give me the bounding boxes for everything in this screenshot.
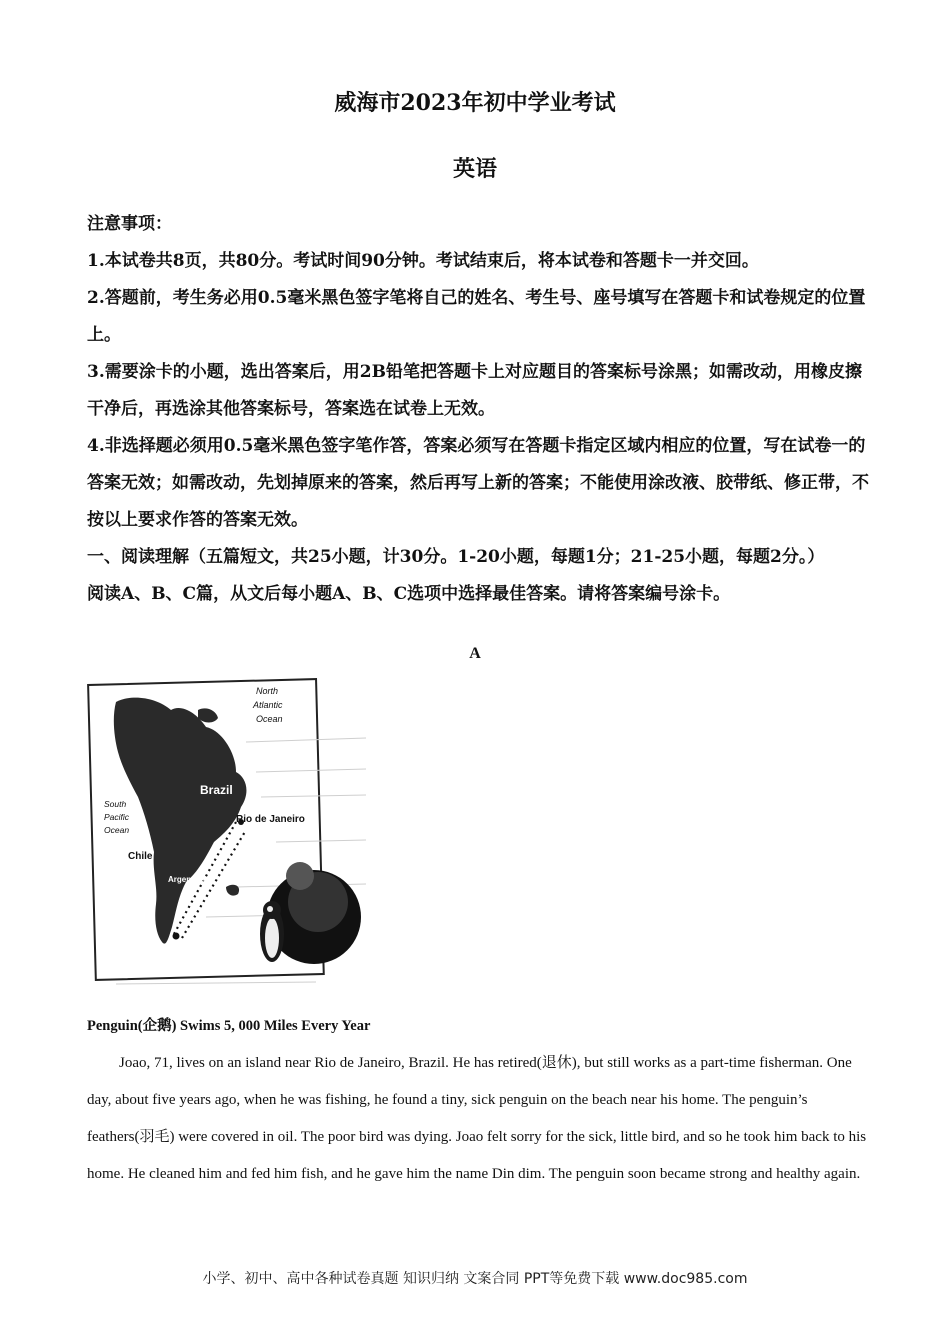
exam-title: 威海市2023年初中学业考试 [334, 90, 616, 116]
map-label-pacific: Pacific [104, 812, 130, 822]
map-label-brazil: Brazil [200, 783, 233, 797]
map-label-rio: Rio de Janeiro [236, 814, 305, 825]
map-label-atlantic: Atlantic [253, 700, 283, 710]
note-item-2: 2.答题前，考生务必用0.5毫米黑色签字笔将自己的姓名、考生号、座号填写在答题卡和试卷规定的位置上。 [87, 288, 866, 345]
map-label-south: South [104, 799, 127, 809]
map-figure [86, 672, 371, 990]
exam-notes [87, 206, 877, 613]
note-item-3: 3.需要涂卡的小题，选出答案后，用2B铅笔把答题卡上对应题目的答案标号涂黑；如需改动，用橡皮擦干净后，再选涂其他答案标号，答案选在试卷上无效。 [87, 362, 862, 419]
route-start-dot [173, 933, 180, 940]
note-item-4: 4.非选择题必须用0.5毫米黑色签字笔作答，答案必须写在答题卡指定区域内相应的位置，写在试卷一的答案无效；如需改动，先划掉原来的答案，然后再写上新的答案；不能使用涂改液、胶带纸、修正带，不按以上要求作答的答案无效。 [87, 436, 869, 530]
page-footer: 小学、初中、高中各种试卷真题 知识归纳 文案合同 PPT等免费下载 www.doc985.com [202, 1271, 748, 1287]
map-label-argentina: Argentina [168, 875, 206, 884]
story-title: Penguin(企鹅) Swims 5, 000 Miles Every Year [87, 1018, 371, 1034]
exam-subject: 英语 [452, 156, 497, 182]
notes-heading: 注意事项： [87, 214, 172, 234]
note-item-1: 1.本试卷共8页，共80分。考试时间90分钟。考试结束后，将本试卷和答题卡一并交回。 [87, 251, 759, 271]
section-heading: 一、阅读理解（五篇短文，共25小题，计30分。1-20小题，每题1分；21-25小题，每题2分。） [87, 547, 825, 567]
story-paragraph-1: Joao, 71, lives on an island near Rio de Janeiro, Brazil. He has retired(退休), but still works as a part-time fisherman. One day, about five years ago, when he was fishing, he found a tiny, sick penguin on the beach near his home. The penguin’s feathers(羽毛) were covered in oil. The poor bird was dying. Joao felt sorry for the sick, little bird, and so he took him back to his home. He cleaned him and fed him fish, and he gave him the name Din dim. The penguin soon became strong and healthy again. [87, 1055, 867, 1182]
map-label-chile: Chile [128, 851, 153, 862]
map-label-ocean-atlantic: Ocean [256, 714, 283, 724]
story-body [87, 1045, 867, 1193]
map-label-north: North [256, 686, 279, 696]
section-instruction: 阅读A、B、C篇，从文后每小题A、B、C选项中选择最佳答案。请将答案编号涂卡。 [87, 584, 731, 604]
map-label-ocean-pacific: Ocean [104, 825, 130, 835]
passage-letter: A [469, 645, 481, 662]
